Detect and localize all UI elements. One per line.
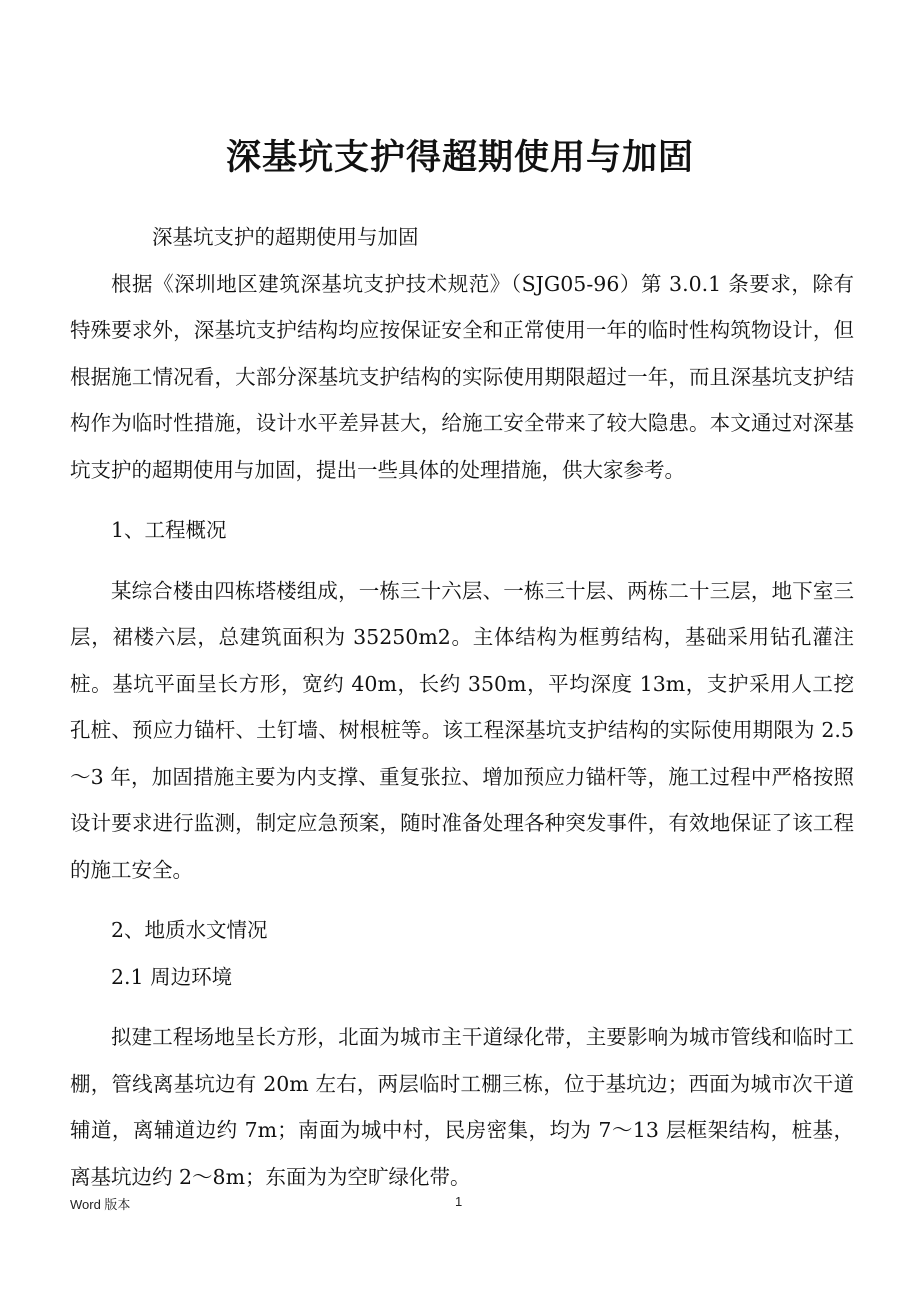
surroundings-paragraph: 拟建工程场地呈长方形，北面为城市主干道绿化带，主要影响为城市管线和临时工棚，管线离基坑边有 20m 左右，两层临时工棚三栋，位于基坑边；西面为城市次干道辅道，离辅道边约 7m；南面为城中村，民房密集，均为 7～13 层框架结构，桩基，离基坑边约 2～8m；东面为为空旷绿化带。 [70,1025,854,1189]
page-number: 1 [455,1194,463,1209]
section-heading-1: 1、工程概况 [111,518,227,542]
intro-paragraph: 根据《深圳地区建筑深基坑支护技术规范》（SJG05-96）第 3.0.1 条要求，除有特殊要求外，深基坑支护结构均应按保证安全和正常使用一年的临时性构筑物设计，但根据施工情况看，大部分深基坑支护结构的实际使用期限超过一年，而且深基坑支护结构作为临时性措施，设计水平差异甚大，给施工安全带来了较大隐患。本文通过对深基坑支护的超期使用与加固，提出一些具体的处理措施，供大家参考。 [70,271,854,482]
section-heading-2: 2、地质水文情况 [111,918,268,942]
document-body [70,214,854,1200]
section-heading-2-1: 2.1 周边环境 [111,964,233,989]
footer-label: Word 版本 [70,1197,131,1212]
document-title: 深基坑支护得超期使用与加固 [225,137,694,178]
subtitle-paragraph: 深基坑支护的超期使用与加固 [152,225,419,249]
project-overview-paragraph: 某综合楼由四栋塔楼组成，一栋三十六层、一栋三十层、两栋二十三层，地下室三层，裙楼六层，总建筑面积为 35250m2。主体结构为框剪结构，基础采用钻孔灌注桩。基坑平面呈长方形，宽约 40m，长约 350m，平均深度 13m，支护采用人工挖孔桩、预应力锚杆、土钉墙、树根桩等。该工程深基坑支护结构的实际使用期限为 2.5～3 年，加固措施主要为内支撑、重复张拉、增加预应力锚杆等，施工过程中严格按照设计要求进行监测，制定应急预案，随时准备处理各种突发事件，有效地保证了该工程的施工安全。 [70,578,854,882]
